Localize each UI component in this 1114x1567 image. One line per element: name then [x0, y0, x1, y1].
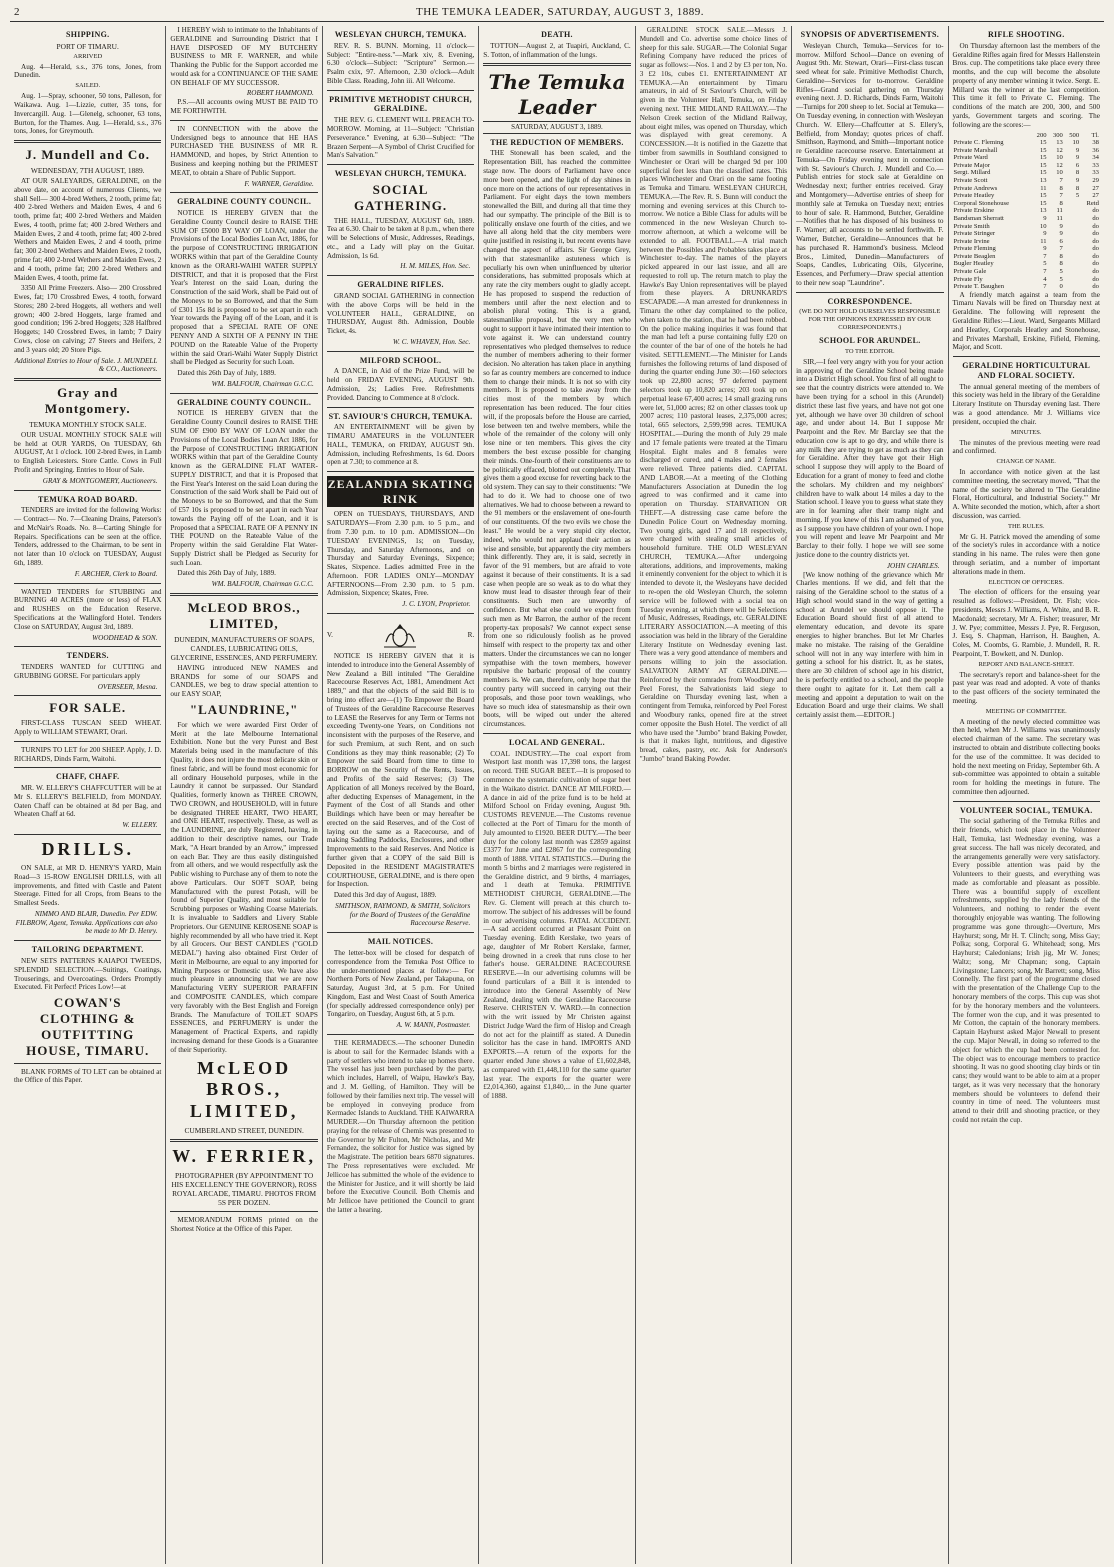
- score-value-cell: 0: [1059, 283, 1063, 291]
- scores-header-cell: [953, 132, 1032, 140]
- score-value-cell: 15: [1039, 169, 1047, 177]
- score-value-cell: Retd: [1086, 199, 1099, 207]
- racecourse-notice-date: Dated this 3rd day of August, 1889.: [333, 891, 437, 900]
- score-value-cell: 38: [1092, 139, 1099, 147]
- wanted-tenders-sign: WOODHEAD & SON.: [92, 633, 158, 642]
- council2-sign: WM. BALFOUR, Chairman G.C.C.: [211, 580, 314, 589]
- table-row: [953, 238, 1100, 246]
- mcleod-sign-sub: CUMBERLAND STREET, DUNEDIN.: [184, 1126, 304, 1136]
- score-value-cell: 27: [1092, 184, 1099, 192]
- score-value-cell: 29: [1092, 177, 1099, 185]
- rifles-text: GRAND SOCIAL GATHERING in connection with the above Corps will be held in the VOLUNTEER HALL, GERALDINE, on THURSDAY, August 8th. Admission, Double Ticket, 4s.: [326, 291, 475, 336]
- score-value-cell: [1064, 268, 1080, 276]
- score-value-cell: 13: [1039, 207, 1047, 215]
- horticultural-heading: GERALDINE HORTICULTURAL AND FLORAL SOCIETY.: [962, 361, 1091, 380]
- mail-sign: A. W. MANN, Postmaster.: [396, 1021, 471, 1030]
- score-value-cell: 15: [1039, 199, 1047, 207]
- table-row: [953, 192, 1100, 200]
- warner-sign: F. WARNER, Geraldine.: [244, 179, 314, 188]
- paper-date: SATURDAY, AUGUST 3, 1889.: [483, 121, 630, 134]
- mundell-sign: Additional Entries to Hour of Sale. J. MUNDELL & CO., Auctioneers.: [14, 356, 158, 374]
- score-name-cell: Private Gale: [953, 267, 987, 275]
- table-row: [953, 230, 1100, 238]
- table-row: [953, 200, 1100, 208]
- score-value-cell: 9: [1059, 222, 1063, 230]
- mcleod-brand: "LAUNDRINE,": [189, 701, 299, 717]
- table-row: [953, 245, 1100, 253]
- score-value-cell: 33: [1092, 169, 1099, 177]
- table-row: [953, 268, 1100, 276]
- primitive-heading: PRIMITIVE METHODIST CHURCH, GERALDINE.: [329, 94, 472, 114]
- column-7: [949, 26, 1104, 1564]
- chaff-text: MR. W. ELLERY'S CHAFFCUTTER will be at Mr S. ELLERY'S BELFIELD, from MONDAY. Oaten Chaff can be obtained at 8d per Bag, and Wheaten Chaff at 6d.: [14, 784, 162, 819]
- scores-header-row: [953, 132, 1100, 140]
- tenders-sign: OVERSEER, Mesna.: [97, 682, 158, 691]
- score-value-cell: [1064, 215, 1080, 223]
- score-value-cell: [1064, 253, 1080, 261]
- local-news-continued: GERALDINE STOCK SALE.—Messrs J. Mundell and Co. advertise some choice lines of sheep for this sale. SUGAR.—The Colonial Sugar Refining Company have reduced the prices of sugar as follows:—Nos. 1 and 2 by £3 per ton, No. 3 £2 10s, cubes £1. ENTERTAINMENT AT TEMUKA.—An entertainment by Timaru amateurs, in aid of St Saviour's Church, will be given in the Volunteer Hall, Temuka, on Friday evening next. THE MIDLAND RAILWAY.—The Nelson Creek section of the Midland Railway, about eight miles, was opened on Thursday, which was displayed with great ceremony. A CONCESSION.—It is notified in the Gazette that timber from sawmills in Southland consigned to Winchester or Orari will be charged 9d per 100 superficial feet less than the classified rates. This places Winchester and Orari on the same footing as Temuka and Timaru. WESLEYAN CHURCH, TEMUKA.—The Rev. R. S. Bunn will conduct the morning and evening services at this Church to-morrow. We notice a Bible Class for adults will be commenced in the new Wesleyan Church to-morrow afternoon, at which a welcome will be extended to all. FOOTBALL.—A trial match between the Possibles and Probables takes place at Winchester to-day. The names of the players picked appeared in our last issue, and all are requested to roll up. The return match to play the Hawke's Bay Union representatives will be played from these players. A DRUNKARD'S ESCAPADE.—A man arrested for drunkenness in Timaru the other day complained to the police, when taken to the station, that he had been robbed. On the police making inquiries it was found that the man had left a purse containing fully £20 on the counter of the bar of one of the hotels he had visited. SETTLEMENT.—The Minister for Lands furnishes the following returns of land disposed of during the quarter ending June 30:—160 selectors took up 22,800 acres; 97 deferred payment selectors took up 10,820 acres; 203 took up on perpetual lease 67,400 acres; 14 small grazing runs were let, 51,000 acres; 82 on other classes took up 2007 acres; 110 pastoral leases, 2,375,000 acres; total, 665 selectors, 2,599,998 acres. TEMUKA HOSPITAL.—During the month of July 29 male and 17 female patients were treated at the Timaru Hospital. Eight males and 8 females were discharged or cured, and 4 males and 2 females were relieved. Three patients died. CAPITAL AND LABOR.—At a meeting of the Clothing Manufacturers Association at Dunedin the log agreed to was confirmed and it came into operation on Thursday. STARVATION OR THEFT.—A distressing case came before the Dunedin Police Court on Wednesday morning. Two young girls, aged 17 and 18 respectively, were charged with stealing small articles of household furniture. THE OLD WESLEYAN CHURCH, TEMUKA.—After undergoing alterations, additions, and improvements, making it eminently convenient for the object to which it is intended to devote it, the Wesleyans have decided to re-open the old Wesleyan Church, the solemn service will be followed with a social tea on Tuesday evening, at which there will be Selections of Music, Addresses, Readings, etc. GERALDINE LITERARY ASSOCIATION.—A meeting of this association was held in the library of the Geraldine Literary Institute on Wednesday evening last. There was a very good attendance of members and persons willing to join the association. SALVATION ARMY AT GERALDINE.—Reinforced by their comrades from Woodbury and Peel Forest, the Salvationists laid siege to Geraldine on Thursday evening last, when a contingent from Temuka, reinforced by Peel Forest and Woodbury ranks, opened fire at the street corner opposite the Bush Hotel. The verdict of all who have used the "Jumbo" brand Baking Powder, is that it makes light, nutritious, and digestive bread, cakes, pastry, etc. Ask for Anderson's "Jumbo" brand Baking Powder.: [639, 26, 788, 763]
- table-row: [953, 177, 1100, 185]
- correspondence-note: (WE DO NOT HOLD OURSELVES RESPONSIBLE FOR THE OPINIONS EXPRESSED BY OUR CORRESPONDENTS.): [799, 308, 941, 332]
- arrived-list: Aug. 4—Herald, s.s., 376 tons, Jones, from Dunedin.: [14, 62, 162, 80]
- column-2: [166, 26, 322, 1564]
- table-row: [953, 169, 1100, 177]
- school-to-editor: TO THE EDITOR.: [844, 347, 895, 355]
- committee-text: A meeting of the newly elected committee was then held, when Mr J. Williams was unanimously elected chairman of the same. The secretary was instructed to obtain and distribute collecting books for the use of the committee. It was decided to hold the next meeting on Friday, September 6th. A sub-committee was appointed to obtain a suitable room for holding the meetings in future. The committee then adjourned.: [952, 717, 1100, 796]
- local-heading: LOCAL AND GENERAL.: [509, 737, 605, 747]
- score-value-cell: 8: [1059, 252, 1063, 260]
- vr-left: V.: [326, 630, 333, 639]
- score-name-cell: Bandsman Sherratt: [953, 214, 1004, 222]
- table-row: [953, 276, 1100, 284]
- arrived-heading: ARRIVED: [73, 52, 103, 60]
- score-value-cell: [1064, 200, 1080, 208]
- scores-header-cell: 200: [1036, 131, 1047, 139]
- rifles-heading: GERALDINE RIFLES.: [357, 280, 444, 290]
- score-name-cell: Private T. Baughen: [953, 283, 1005, 291]
- gray-sign: GRAY & MONTGOMERY, Auctioneers.: [42, 476, 158, 485]
- score-name-cell: Private Beaglen: [953, 252, 996, 260]
- scores-body: [953, 139, 1100, 291]
- royal-coat-of-arms-icon: [378, 620, 422, 650]
- hammond-sign: ROBERT HAMMOND.: [246, 89, 314, 98]
- tailoring-heading: TAILORING DEPARTMENT.: [31, 945, 144, 955]
- score-name-cell: Private Scott: [953, 177, 988, 185]
- sailed-heading: SAILED.: [75, 82, 101, 90]
- score-value-cell: 6: [1075, 161, 1080, 169]
- skating-text: OPEN on TUESDAYS, THURSDAYS, AND SATURDAYS—From 2.30 p.m. to 5 p.m., and from 7.30 p.m. to 10 p.m. ADMISSION—On TUESDAY EVENINGS, 1s; on Tuesday, Thursday, and Saturday Afternoons, and on Thursday and Saturday Evenings, Sixpence; Skates, Sixpence. Ladies admitted Free in the Afternoon. FOR LADIES ONLY—MONDAY AFTERNOONS—From 2.30 p.m. to 5 p.m. Admission, Sixpence; Skates, Free.: [326, 510, 475, 598]
- score-name-cell: Sergt. Millard: [953, 169, 991, 177]
- tailoring-sign: COWAN'S CLOTHING & OUTFITTING HOUSE, TIMARU.: [26, 995, 150, 1058]
- score-value-cell: 8: [1059, 184, 1063, 192]
- score-value-cell: 8: [1059, 199, 1063, 207]
- score-name-cell: Private Fly: [953, 275, 983, 283]
- social-sign: H. M. MILES, Hon. Sec.: [400, 262, 471, 271]
- score-value-cell: do: [1092, 267, 1099, 275]
- for-sale-heading: FOR SALE.: [49, 700, 127, 716]
- committee-heading: MEETING OF COMMITTEE.: [985, 707, 1067, 715]
- milford-heading: MILFORD SCHOOL.: [359, 355, 442, 365]
- rules-text: Mr G. H. Patrick moved the amending of some of the society's rules in accordance with a notice standing in his name. The rules were then gone through seriatim, and a number of important alterations made in them.: [952, 532, 1100, 576]
- news-items: THE KERMADECS.—The schooner Dunedin is about to sail for the Kermadec Islands with a party of settlers who intend to take up homes there. The vessel has just been purchased by the party, which includes, Harrell, of Waipu, Hawke's Bay, and J. M. Gelling, of Hamilton. They will be followed by their families next trip. The vessel will be employed in conveying produce from Kermadec Islands to Auckland. THE KAIWARRA MURDER.—On Thursday afternoon the petition praying for the release of Chemis was presented to the Governor by Mr Fulton, Mr Nicholas, and Mr Fernandez, the solicitor for Justice was signed by the Magistrate. The petition bears 6870 signatures. The Press representatives were excluded. Mr Jellicoe has submitted the whole of the evidence to the Minister for Justice, and it will shortly be laid before the Executive Council. Both Chemis and Mr Jellicoe have petitioned the Council to grant the latter a hearing.: [326, 1039, 475, 1214]
- tailoring-text: NEW SETS PATTERNS KAIAPOI TWEEDS, SPLENDID SELECTION.—Suitings, Coatings, Trouserings, and Overcoatings. Orders Promptly Executed. Fit Perfect! Prices Low!—at: [14, 956, 162, 992]
- local-text: COAL INDUSTRY.—The coal export from Westport last month was 17,398 tons, the largest on record. THE SUGAR BEET.—It is proposed to commence the systematic cultivation of sugar beet in the Waikato district. DANCE AT MILFORD.—A dance in aid of the prize fund is to be held at Milford School on Friday evening, August 9th. CUSTOMS REVENUE.—The Customs revenue collected at the Port of Timaru for the month of July amounted to £1920. BEER DUTY.—The beer duty for the colony last month was £2859 against £3377 for June and £2867 for the corresponding month of 1888. VITAL STATISTICS.—During the month 5 births and 2 marriages were registered in the Geraldine district, and 9 births, 4 marriages, and 1 death at Temuka. PRIMITIVE METHODIST CHURCH, GERALDINE.—The Rev. G. Clement will preach at this church to-morrow. The subject of his addresses will be found in our advertising columns. FATAL ACCIDENT.—A sad accident occurred at Pleasant Point on Tuesday evening. Edith Kerslake, two years of age, daughter of Mr Robert Kerslake, farmer, being drowned in a creek that runs close to her father's house. GERALDINE RACECOURSE RESERVE.—In our advertising columns will be found particulars of a Bill it is intended to introduce into the General Assembly of New Zealand, dealing with the Geraldine Racecourse Reserve. CHRISTEN V. WARD.—In connection with the writ issued by Mr Christen against District Judge Ward the firm of Hislop and Creagh do not act for the plaintiff as stated. A Dunedin solicitor has the case in hand. IMPORTS AND EXPORTS.—A return of the exports for the quarter ended June shows a value of £1,602,848, as compared with £1,448,110 for the same quarter last year. The exports for the quarter were £2,014,360, against £1,840,... in the June quarter of 1888.: [483, 749, 631, 1101]
- score-name-cell: Private Major: [953, 161, 990, 169]
- score-name-cell: Private C. Fleming: [953, 139, 1004, 147]
- minutes-heading: MINUTES.: [1010, 428, 1042, 436]
- score-value-cell: 8: [1075, 169, 1080, 177]
- saviour-text: AN ENTERTAINMENT will be given by TIMARU AMATEURS in the VOLUNTEER HALL, TEMUKA, on FRIDAY, AUGUST 9th. Admission, including Refreshments, 1s 6d. Doors open at 7.30; to commence at 8.: [326, 423, 475, 467]
- rifle-shooting-text: On Thursday afternoon last the members of the Geraldine Rifles again fired for Messrs Hallenstein Bros. cup. The competitions take place every three months, and the cup will become the absolute property of any member winning it twice. Sergt. E. Millard was the winner at the last competition. This time it fell to Private C. Fleming. The conditions of the match are 200, 300, and 500 yards, Government targets and scoring. The following are the scores:—: [952, 41, 1100, 129]
- score-name-cell: Private Erskine: [953, 207, 994, 215]
- score-value-cell: 10: [1056, 154, 1063, 162]
- vr-right: R.: [467, 630, 475, 639]
- running-header: [10, 6, 1104, 22]
- social-text: THE HALL, TUESDAY, AUGUST 6th, 1889. Tea at 6.30. Chair to be taken at 8 p.m., when there will be Selections of Music, Addresses, Readings, etc., and a Lady will play on the Guitar. Admission, 1s 6d.: [326, 216, 475, 260]
- score-value-cell: 13: [1039, 177, 1047, 185]
- death-heading: DEATH.: [541, 30, 573, 39]
- score-value-cell: [1064, 276, 1080, 284]
- score-name-cell: Private Smith: [953, 222, 990, 230]
- wanted-tenders-text: WANTED TENDERS for STUBBING and BURNING 40 ACRES (more or less) of FLAX and RUSHES on the Education Reserve. Specifications at the Wallingford Hotel. Tenders Close on SATURDAY, August 3rd, 1889.: [14, 587, 162, 631]
- council2-date: Dated this 26th Day of July, 1889.: [177, 569, 276, 578]
- port-heading: PORT OF TIMARU.: [56, 41, 119, 51]
- score-value-cell: 15: [1039, 154, 1047, 162]
- rifles-sign: W. C. WHAVEN, Hon. Sec.: [392, 337, 471, 346]
- ferrier-heading: W. FERRIER,: [172, 1146, 317, 1167]
- mundell-text: AT OUR SALEYARDS, GERALDINE, on the above date, on account of numerous Clients, we shall Sell— 300 4-bred Wethers, 2 tooth, prime fat; 400 2-bred Wethers and Maiden Ewes, 4 and 6 tooth, prime fat; 400 2-bred Wethers and Maiden Ewes, 4 tooth, prime fat; 400 2-bred Wethers and Maiden Ewes, 2 and 4 tooth, prime fat; 400 2-bred Wethers and Maiden Ewes, 2 and 4 tooth, prime fat; 300 2-bred Wethers and Maiden Ewes, 2 tooth, prime fat; 400 2-bred Wethers and Maiden Ewes, 2 and 4 tooth, prime fat; 200 2-bred Wethers and Maiden Ewes, 4 tooth, prime fat.: [14, 176, 162, 282]
- racecourse-notice-text: NOTICE IS HEREBY GIVEN that it is intended to introduce into the General Assembly of New Zealand a Bill intituled "The Geraldine Racecourse Reserves Act, 1881, Amendment Act 1889," and that the objects of the said Bill is to bring into effect are—(1) To Empower the Board of Trustees of the Geraldine Racecourse Reserves to LEASE the Reserves for any Term or Terms not exceeding Twenty-one Years, on Conditions not inconsistent with the purposes of the Reserve, and for such Premium, at such Rent, and on such Conditions as they may think reasonable; (2) To Empower the said Board from time to time to BORROW on the Security of the Rents, Issues, and Profits of the said Reserves; (3) The Application of all Moneys received by the Board, after deducting Expenses of Management, in the Payment of the Cost of all Stands and other Buildings which have been or may hereafter be erected on the said Reserves, and of the Cost of laying out the same as a Racecourse, and of making Saddling Paddocks, Enclosures, and other Improvements to the said Reserves. And Notice is further given that a COPY of the said Bill is Deposited in the RESIDENT MAGISTRATE'S COURTHOUSE, GERALDINE, and is there open for Inspection.: [326, 652, 475, 889]
- gray-heading: Gray and Montgomery.: [44, 385, 131, 417]
- score-value-cell: [1064, 230, 1080, 238]
- score-value-cell: 8: [1075, 184, 1080, 192]
- ferrier-subheading: PHOTOGRAPHER (BY APPOINTMENT TO HIS EXCELLENCY THE GOVERNOR), ROSS ROYAL ARCADE, TIMARU. PHOTOS FROM 5S PER DOZEN.: [171, 1171, 317, 1208]
- score-value-cell: do: [1092, 214, 1099, 222]
- score-value-cell: do: [1092, 222, 1099, 230]
- score-value-cell: 11: [1056, 214, 1063, 222]
- score-value-cell: 7: [1043, 252, 1047, 260]
- score-value-cell: 7: [1059, 177, 1063, 185]
- tenders-heading: TENDERS.: [66, 651, 109, 661]
- score-value-cell: 7: [1059, 245, 1063, 253]
- score-value-cell: 5: [1059, 267, 1063, 275]
- mail-heading: MAIL NOTICES.: [367, 937, 434, 947]
- change-name-heading: CHANGE OF NAME.: [996, 458, 1056, 466]
- score-value-cell: [1064, 223, 1080, 231]
- table-row: [953, 283, 1100, 291]
- blank-forms-text: BLANK FORMS of TO LET can be obtained at the Office of this Paper.: [14, 1067, 162, 1085]
- score-value-cell: 4: [1043, 275, 1047, 283]
- chaff-sign: W. ELLERY.: [122, 821, 158, 830]
- shipping-heading: SHIPPING.: [66, 30, 110, 39]
- score-value-cell: 9: [1075, 146, 1080, 154]
- scores-header-cell: Tl.: [1091, 131, 1099, 139]
- royal-arms-row: [327, 618, 474, 652]
- column-4: [479, 26, 635, 1564]
- tenders-text: TENDERS WANTED for CUTTING and GRUBBING GORSE. For particulars apply: [14, 663, 162, 680]
- council-date: Dated this 26th Day of July, 1889.: [177, 369, 276, 378]
- rifle-scores-table: [953, 132, 1100, 291]
- score-name-cell: Private Stringer: [953, 230, 996, 238]
- reduction-heading: THE REDUCTION OF MEMBERS.: [490, 137, 624, 147]
- mcleod-text-2: For which we were awarded First Order of Merit at the late Melbourne International Exhibition. None but the very Purest and Best Materials being used in the manufacture of this Quality, it does not injure the most delicate skin or finest fabric, and will be found most economic for all ordinary Household purposes, while in the Laundry it cannot be surpassed. Our Standard Qualities, formerly known as THREE CROWN, TWO CROWN, and HOUSEHOLD, will in future be designated THREE HEART, TWO HEART, and ONE HEART, respectively. These, as well as the LAUNDRINE, are duly Registered, having, in addition to their descriptive names, our Trade Mark, "A Heart branded by an Arrow," impressed on each Bar. They are thus easily distinguished from all others, and we would respectfully ask the Public wishing to Purchase any of them to note the above Particulars. Our SOFT SOAP, being Manufactured with the purest Potash, will be found of Superior Quality, and most suitable for Scrubbing purposes or Washing Coarse Materials. It is invaluable to Saddlers and Livery Stable Proprietors. Our GENUINE KEROSENE SOAP is highly recommended by all who have tried it. Kept by all Grocers. Our BEST CANDLES ("GOLD MEDAL") having also obtained First Order of Merit in Melbourne, are equal to any imported for Mining Purposes or Domestic use. We have also much pleasure in announcing that we are now Manufacturing VERY SUPERIOR PARAFFIN and COMPOSITE CANDLES, which compare very favorably with the Best English and Foreign Brands. The Manufacture of TOILET SOAPS ESSENCES, and PERFUMERY is under the Management of Practical Experts, and rapidly increasing demand for these Goods is a Guarantee of their Superiority.: [170, 720, 318, 1054]
- score-value-cell: do: [1092, 283, 1099, 291]
- sailed-list: Aug. 1—Spray, schooner, 50 tons, Palleson, for Waikawa. Aug. 1—Lizzie, cutter, 35 tons, for Invercargill. Aug. 1—Glenelg, schooner, 63 tons, Burton, for the Thames. Aug. 1—Herald, s.s., 376 tons, Jones, for Greymouth.: [14, 92, 162, 136]
- chaff-heading: CHAFF, CHAFF.: [55, 772, 120, 782]
- table-row: [953, 154, 1100, 162]
- report-heading: REPORT AND BALANCE-SHEET.: [978, 660, 1075, 668]
- synopsis-heading: SYNOPSIS OF ADVERTISEMENTS.: [800, 30, 940, 39]
- score-value-cell: 12: [1056, 146, 1063, 154]
- score-value-cell: 9: [1059, 230, 1063, 238]
- warner-text: IN CONNECTION with the above the Undersigned begs to announce that HE HAS PURCHASED THE BUSINESS of MR R. HAMMOND, and hopes, by Strict Attention to Business and keeping nothing but the PRIMEST MEAT, to obtain a Share of Public Support.: [170, 124, 318, 177]
- school-heading: SCHOOL FOR ARUNDEL.: [819, 336, 921, 346]
- score-value-cell: 11: [1040, 237, 1047, 245]
- running-title: THE TEMUKA LEADER, SATURDAY, AUGUST 3, 1889.: [415, 6, 705, 18]
- table-row: [953, 260, 1100, 268]
- mcleod-text: HAVING introduced NEW NAMES and BRANDS for some of our SOAPS and CANDLES, we beg to draw special attention to our EASY SOAP,: [170, 663, 318, 699]
- social-big: SOCIAL GATHERING.: [353, 181, 448, 213]
- score-name-cell: Private Andrews: [953, 184, 998, 192]
- score-value-cell: 5: [1043, 260, 1047, 268]
- synopsis-text: Wesleyan Church, Temuka—Services for to-morrow. Milford School—Dance on evening of August 9th. Mr. Stewart, Orari—First-class tuscan seed wheat for sale. Primitive Methodist Church, Geraldine—Services for to-morrow. Geraldine Rifles—Grand social gathering on Thursday evening next. J. D. Richards, Dinds Farm, Waitohi—Turnips for 200 sheep to let. Social at Temuka—On Tuesday evening, in connection with Wesleyan Church. W. Ellery—Chaffcutter at S. Ellery's, Belfield, from Monday; quotes prices of chaff. Smithson, Raymond, and Smith—Important notice re Geraldine racecourse reserve. Entertainment at Temuka—On Friday evening next in connection with St. Saviour's Church. J. Mundell and Co.—Publish entries for stock sale at Geraldine on Wednesday next; further entries received. Gray and Montgomery—Advertise entries of sheep for monthly sale at Temuka on Tuesday next; entries to hour of sale. R. Hammond, Butcher, Geraldine—Notifies that he has disposed of his business to F. Warner; all accounts to be settled forthwith. F. Warner, Butcher, Geraldine—Announces that he has purchased R. Hammond's business. Mcleod Bros., Limited, Dunedin—Manufacturers of Soaps, Candles, Lubricating Oils, Glycerine, Essences, and Perfumery—Draw special attention to their new soap "Laundrine".: [796, 41, 944, 287]
- primitive-text: THE REV. G. CLEMENT WILL PREACH TO-MORROW. Morning, at 11—Subject: "Christian Perseverance." Evening, at 6.30—Subject: "The Brazen Serpent—A Symbol of Christ Crucified for Man's Salvation.": [326, 116, 475, 160]
- score-value-cell: 9: [1043, 245, 1047, 253]
- score-value-cell: 33: [1092, 161, 1099, 169]
- score-value-cell: [1064, 238, 1080, 246]
- score-value-cell: do: [1092, 252, 1099, 260]
- council-heading: GERALDINE COUNTY COUNCIL.: [177, 197, 312, 207]
- table-row: [953, 253, 1100, 261]
- score-value-cell: do: [1092, 275, 1099, 283]
- memorandum-text: MEMORANDUM FORMS printed on the Shortest Notice at the Office of this Paper.: [170, 1216, 318, 1234]
- score-value-cell: 7: [1043, 283, 1047, 291]
- milford-text: A DANCE, in Aid of the Prize Fund, will be held on FRIDAY EVENING, AUGUST 9th. Admission, 2s; Ladies Free. Refreshments Provided. Dancing to Commence at 8 o'clock.: [326, 367, 475, 402]
- council-text: NOTICE IS HEREBY GIVEN that the Geraldine County Council desire to RAISE THE SUM OF £5000 BY WAY OF LOAN, under the Provisions of the Local Bodies Loan Act, 1886, for the purpose of CONSTRUCTING IRRIGATION WORKS within that part of the Geraldine County known as the ORARI-WAIHI WATER SUPPLY DISTRICT, and that it is proposed that the First Year's Interest on the said Loan, during the Construction of the said Work, shall be Paid out of the Moneys to be so Borrowed, and that the Sum of £301 15s 8d is proposed to be set apart in each Year towards the Paying off of the Loan, and it is proposed that a SPECIAL RATE OF ONE PENNY AND A SIXTH OF A PENNY IN THE POUND on the Rateable Value of the Property within the said Orari-Waihi Water Supply District shall be Pledged as Security for such Loan.: [170, 209, 318, 367]
- score-name-cell: Private Marshall: [953, 146, 998, 154]
- council-sign: WM. BALFOUR, Chairman G.C.C.: [211, 379, 314, 388]
- table-row: [953, 162, 1100, 170]
- drills-text: ON SALE, at MR D. HENRY'S YARD, Main Road—3 15-ROW ENGLISH DRILLS, with all improvements, and fitted with Castle and Patent Steerage. Fitted for all Crops, from Beans to the Smallest Seeds.: [14, 863, 162, 908]
- road-board-text: TENDERS are invited for the following Works:— Contract— No. 7—Cleaning Drains, Paterson's and McNair's Roads. No. 8—Carting Shingle for Repairs. Specifications can be seen at the office. Tenders, addressed to the Chairman, to be sent in not later than 10 o'clock on TUESDAY, August 6th, 1889.: [14, 506, 162, 568]
- score-value-cell: 10: [1039, 222, 1047, 230]
- score-value-cell: 11: [1040, 184, 1047, 192]
- score-value-cell: 10: [1056, 169, 1063, 177]
- paper-title: The Temuka Leader: [488, 70, 626, 119]
- score-name-cell: Bugler Heatley: [953, 260, 994, 268]
- drills-sign: NIMMO AND BLAIR, Dunedin. Per EDW. FILBROW, Agent, Temuka. Applications can also be made to Mr D. Henry.: [15, 909, 158, 936]
- school-letter-sign: JOHN CHARLES.: [886, 561, 940, 570]
- horticultural-text: The annual general meeting of the members of this society was held in the library of the Geraldine Literary Institute on Thursday evening last. There was a good attendance. Mr J. Williams vice president, occupied the chair.: [952, 382, 1100, 426]
- score-name-cell: Private Heatley: [953, 192, 995, 200]
- correspondence-heading: CORRESPONDENCE.: [827, 296, 913, 306]
- council2-text: NOTICE IS HEREBY GIVEN that the Geraldine County Council desires to RAISE THE SUM OF £900 BY WAY OF LOAN under the Provisions of the Local Bodies Loan Act 1886, for the Purpose of CONSTRUCTING IRRIGATION WORKS within that part of the Geraldine County known as the GERALDINE FLAT WATER-SUPPLY DISTRICT, and that it is Proposed that the First Year's Interest on the said Loan during the Construction of the said Work shall be Paid out of the Moneys to be so Borrowed, and that the Sum of £57 10s is proposed to be set apart in each Year towards the Paying off of the Loan, and it is Proposed that a SPECIAL RATE OF A PENNY IN THE POUND on the Rateable Value of the Property within the said Geraldine Flat Water-Supply District shall be Pledged as Security for such Loan.: [170, 409, 318, 567]
- for-sale-text: FIRST-CLASS TUSCAN SEED WHEAT. Apply to WILLIAM STEWART, Orari.: [14, 719, 162, 737]
- score-value-cell: 9: [1043, 230, 1047, 238]
- score-value-cell: 12: [1056, 161, 1063, 169]
- score-value-cell: 11: [1056, 207, 1063, 215]
- editor-note: [We know nothing of the grievance which Mr Charles mentions. If we did, and felt that the raising of the Geraldine school to the status of a High school would stand in the way of getting a school at Arundel we should oppose it. The Education Board should first of all attend to elementary education, and devote its spare energies to higher branches. But let Mr Charles make no mistake. The raising of the Geraldine school will not in any way interfere with him in getting a school for his district. It, as he states, there are 30 children of school age in his district, he is perfectly entitled to a school, and the people there ought to agitate for it. Let them call a meeting and appoint a deputation to wait on the Education Board and urge their claims. We shall certainly assist them.—EDITOR.]: [796, 570, 944, 720]
- column-6: [792, 26, 948, 1564]
- wesleyan-text: REV. R. S. BUNN. Morning, 11 o'clock—Subject: "Entire-ness."—Mark xiv, 8. Evening, 6.30 o'clock—Subject: "Scripture" Sermon.—Psalm cxix, 97. Afternoon, 2.30 o'clock—Adult Bible Class. Reading, John iii. All Welcome.: [326, 41, 475, 85]
- hammond-ps: P.S.—All accounts owing MUST BE PAID TO ME FORTHWITH.: [170, 98, 318, 116]
- score-value-cell: 15: [1039, 192, 1047, 200]
- rules-heading: THE RULES.: [1008, 522, 1045, 530]
- score-value-cell: 36: [1092, 146, 1099, 154]
- road-board-heading: TEMUKA ROAD BOARD.: [38, 494, 138, 504]
- school-letter: SIR,—I feel very angry with you for your action in approving of the Geraldine School being made into a District High school. You first of all ought to see that the country districts were attended to. We have been trying for a school in this (Arundel) district these last five years, and have not got one yet, although we have over 30 children of school age, and under about 14. But I suppose Mr Pearpoint and the Rev. Mr Barclay see that the education cow is apt to go dry, and while there is any milk they are trying to get as much as they can for Geraldine. After they have got their High school I suppose they will apply to the Board of Education for a grant of money to feed and clothe the scholars. My children and my neighbors' children have to walk about 14 miles a day to the Station school. I leave you to guess what state they are in for learning after their tramp night and morning. If you knew of this I am ashamed of you, as I suppose you have children of your own. I hope you will repent and leave Mr Pearpoint and Mr Barclay to their folly. I hope we will see some justice done to the country districts yet.: [796, 357, 944, 559]
- hammond-text: I HEREBY wish to intimate to the Inhabitants of GERALDINE and Surrounding District that I HAVE DISPOSED OF MY BUTCHERY BUSINESS to MR F. WARNER, and while Thanking the Public for the Support accorded me would ask for a CONTINUANCE OF THE SAME ON BEHALF OF MY SUCCESSOR.: [170, 26, 318, 87]
- skating-heading: ZEALANDIA SKATING RINK: [327, 477, 474, 506]
- score-value-cell: 27: [1092, 192, 1099, 200]
- table-row: [953, 185, 1100, 193]
- mundell-also: 3350 All Prime Freezers. Also— 200 Crossbred Ewes, fat; 170 Crossbred Ewes, 4 tooth, forward Stores; 280 2-bred Hoggets, all wethers and well grown; 400 2-bred Hoggets, large framed and good condition; 196 2-bred Hoggets; 328 Halfbred Hoggets; 140 Crossbred Ewes, in lamb; 7 Dairy Cows, close on calving; 27 Steers and Heifers, 2 and 3 years old; 20 Store Pigs.: [14, 284, 162, 354]
- table-row: [953, 139, 1100, 147]
- column-3: [323, 26, 479, 1564]
- rifle-shooting-text-2: A friendly match against a team from the Timaru Navals will be fired on Thursday next at Geraldine. The following will represent the Geraldine Rifles:—Lieut. Ward, Sergeants Millard and Heatley, Corporals Heatley and Stonehouse, and Privates Marshall, Erskine, Fifield, Fleming, Major, and Scott.: [952, 290, 1100, 352]
- score-value-cell: 5: [1059, 275, 1063, 283]
- rifle-shooting-heading: RIFLE SHOOTING.: [987, 30, 1065, 39]
- gray-subheading: TEMUKA MONTHLY STOCK SALE.: [29, 419, 147, 429]
- election-text: The election of officers for the ensuing year resulted as follows:—President, Dr. Fish; vice-presidents, Messrs J. Williams, A. White, and B. R. Macdonald; secretary, Mr A. Fisher; treasurer, Mr J. W. Pye; committee, Messrs J. Pye, R. Ferguson, J. Esq, S. Chapman, Harrison, H. Baughen, A. Coles, M. Coombs, G. Rambie, J. Mundell, R. R. Pearpoint, T. Bowkett, and N. Dunlop.: [952, 588, 1100, 658]
- volunteer-social-text: The social gathering of the Temuka Rifles and their friends, which took place in the Volunteer Hall, Temuka, last Wednesday evening, was a great success. The hall was nicely decorated, and the arrangements generally were very satisfactory. Every possible attention was paid by the Volunteers to their guests, and everything was made as comfortable and pleasant as possible. There was a bountiful supply of excellent refreshments, supplied by the lady friends of the Volunteers, and nothing to render the event thoroughly enjoyable was wanting. The following programme was gone through:—Overture, Mrs Hayhurst; song, Mr H. T. Clinch; song, Miss Gay; Polka; song, Corporal G. Whitehead; song, Mrs Hayhurst; Caledonians; Irish jig, Mr W. Jones; Waltz; song, Mr Chapman; song, Captain Livingstone; Lancers; song, Mr Barrett; song, Miss Connelly. The first part of the programme closed with the presentation of the Challenge Cup to the honorary members of the corps. This cup was shot for by the honorary members and the volunteers. The former won the cup, and it was presented to Mr Cotton, the captain of the honorary members. Captain Hayhurst asked Major Newall to present the cup. Major Newall, in doing so referred to the object for which the cup had been contested for. The object was to encourage members to practice shooting. It was no good shooting clay birds or tin cans; they would want to be able to aim at a proper target, as it was very necessary that the honorary members should be volunteers to defend their country in time of need. The volunteers must attend to their drill and shooting practice, or they could not retain the cup.: [952, 817, 1100, 1124]
- score-value-cell: do: [1092, 260, 1099, 268]
- mcleod-subheading: DUNEDIN, MANUFACTURERS OF SOAPS, CANDLES, LUBRICATING OILS, GLYCERINE, ESSENCES, AND PERFUMERY.: [170, 634, 318, 662]
- report-text: The secretary's report and balance-sheet for the past year was read and adopted. A vote of thanks to the past officers of the society terminated the meeting.: [952, 670, 1100, 705]
- death-text: TOTTON—August 2, at Tuapiri, Auckland, C. S. Totton, of inflammation of the lungs.: [483, 41, 631, 59]
- gray-text: OUR USUAL MONTHLY STOCK SALE will be held at OUR YARDS, On TUESDAY, 6th AUGUST, At 1 o'clock. 100 2-bred Ewes, in Lamb to English Leicesters. Store Cattle. Cows in Full Profit and Springing. Entries to Hour of Sale.: [14, 430, 162, 475]
- score-value-cell: 7: [1059, 192, 1063, 200]
- score-name-cell: Private Ward: [953, 154, 988, 162]
- scores-header-cell: 500: [1069, 131, 1080, 139]
- score-value-cell: 13: [1056, 139, 1063, 147]
- score-name-cell: Private Irvine: [953, 237, 990, 245]
- wesleyan-heading: WESLEYAN CHURCH, TEMUKA.: [334, 30, 467, 39]
- score-value-cell: 9: [1075, 177, 1080, 185]
- saviour-heading: ST. SAVIOUR'S CHURCH, TEMUKA.: [328, 411, 473, 421]
- score-value-cell: 5: [1075, 192, 1080, 200]
- table-row: [953, 223, 1100, 231]
- table-row: [953, 147, 1100, 155]
- score-value-cell: do: [1092, 230, 1099, 238]
- score-value-cell: 15: [1039, 161, 1047, 169]
- racecourse-notice-sign: SMITHSON, RAYMOND, & SMITH, Solicitors for the Board of Trustees of the Geraldine Racecourse Reserve.: [335, 901, 471, 928]
- election-heading: ELECTION OF OFFICERS.: [988, 578, 1064, 586]
- reduction-text: THE Stonewall has been scaled, and the Representation Bill, has reached the committee stage now. The doors of Parliament have once more been opened, and the light of day shines in once more on the actions of our representatives in Parliament. For eight days the town members stonewalled the Bill, and during all that time they had our sympathy. The principle of the Bill is to politically enslave one fourth of the cities, and we have all along held that the city members were quite justified in resisting it, but recent events have changed the aspect of affairs. Sir George Grey, with that statesmanlike astuteness which is peculiarly his own when uninfluenced by ulterior considerations, has submitted proposals which at any rate the city members ought to gladly accept. He has proposed to suspend the reduction of members until after the next election and to abolish plural voting. This is a grand, statesmanlike proposal, but the very men who ought to support it have intimated their intention to vote against it. We can understand country representatives who pledged themselves to reduce the number of members adhering to their former decision. No alteration has taken place in anything so far as country members are concerned to induce them to change their minds. It is not so with city members. It is proposed to take away from the cities most of the members by which representation has been reduced. The four cities will, if the proposals before the House are carried, lose between ten and twelve members, while the whole of the remainder of the colony will only lose nine or ten members. This gives the city members the best excuse possible for changing their minds. One-fourth of their constituents are to be politically effaced, blotted out completely. That gives them a good excuse for reverting back to the old system. They can say to their constituents: "We had to do it. We had to choose one of two alternatives. We had to choose between a reward to the 91 members or the enslavement of one-fourth of our constituents. Of the two evils we chose the least." He would be a very stupid city elector, indeed, who would not applaud their action as wise and sensible, but apparently the city members think differently. They are, it is said, secretly in favor of the 91 members, but are afraid to vote against it because of their constituents. It is a sad case when people are so weak as to do what they know must lead to disaster through fear of their constituents. Such men are unworthy of confidence. But what else could we expect from such men as Mr Barron, the author of the recent property-tax proposals? We cannot expect sense from one so ridiculously foolish as he proved himself with respect to the property tax and other matters. Under the circumstances we can no longer sympathise with the town members, however repulsive the barbaric proposal of the country members is. We can, therefore, only hope that the country party will succeed in carrying out their proposals, and those poor town weaklings, who have so much idea of statesmanship as their own boots, will be wiped out under the altered circumstances.: [483, 149, 631, 729]
- council2-heading: GERALDINE COUNTY COUNCIL.: [177, 397, 312, 407]
- score-value-cell: 15: [1039, 139, 1047, 147]
- score-value-cell: [1064, 245, 1080, 253]
- score-value-cell: [1064, 207, 1080, 215]
- volunteer-social-heading: VOLUNTEER SOCIAL, TEMUKA.: [959, 805, 1093, 815]
- score-value-cell: 9: [1043, 214, 1047, 222]
- drills-heading: DRILLS.: [41, 839, 134, 860]
- minutes-text: The minutes of the previous meeting were read and confirmed.: [952, 438, 1100, 456]
- score-value-cell: 8: [1059, 260, 1063, 268]
- change-name-text: In accordance with notice given at the last committee meeting, the secretary moved, "That the name of the society be altered to 'The Geraldine Floral, Horticultural, and Industrial Society.'" Mr A. White seconded the motion, which, after a short discussion, was carried.: [952, 467, 1100, 520]
- mail-text: The letter-box will be closed for despatch of correspondence from the Temuka Post Office to the under-mentioned places at follow:— For Northern Ports of New Zealand, per Takapuna, on Saturday, August 3rd, at 5 p.m. For United Kingdom, East and West Coast of South America (for specially addressed correspondence only) per Tongariro, on Tuesday, August 6th, at 5 p.m.: [326, 949, 475, 1019]
- mcleod-heading: McLEOD BROS., LIMITED,: [187, 600, 301, 631]
- turnips-text: TURNIPS TO LET for 200 SHEEP. Apply, J. D. RICHARDS, Dinds Farm, Waitohi.: [14, 745, 162, 763]
- score-value-cell: 9: [1075, 154, 1080, 162]
- score-value-cell: 34: [1092, 154, 1099, 162]
- skating-sign: J. C. LYON, Proprietor.: [402, 600, 471, 609]
- score-value-cell: [1064, 260, 1080, 268]
- score-value-cell: do: [1092, 237, 1099, 245]
- score-value-cell: 15: [1039, 146, 1047, 154]
- score-value-cell: [1064, 283, 1080, 291]
- mundell-date: WEDNESDAY, 7TH AUGUST, 1889.: [30, 165, 145, 175]
- column-5: [636, 26, 792, 1564]
- score-value-cell: 7: [1043, 267, 1047, 275]
- social-heading: WESLEYAN CHURCH, TEMUKA.: [334, 169, 467, 179]
- score-value-cell: 10: [1072, 139, 1080, 147]
- mundell-heading: J. Mundell and Co.: [25, 147, 150, 163]
- score-name-cell: Private Fleming: [953, 245, 996, 253]
- mcleod-sign-big: McLEOD BROS., LIMITED,: [189, 1057, 299, 1122]
- table-row: [953, 207, 1100, 215]
- score-value-cell: do: [1092, 207, 1099, 215]
- score-value-cell: 6: [1059, 237, 1063, 245]
- page-number: 2: [14, 6, 20, 18]
- road-board-sign: F. ARCHER, Clerk to Board.: [74, 569, 158, 578]
- table-row: [953, 215, 1100, 223]
- score-name-cell: Corporal Stonehouse: [953, 199, 1010, 207]
- scores-header-cell: 300: [1052, 131, 1063, 139]
- column-1: [10, 26, 166, 1564]
- score-value-cell: do: [1092, 245, 1099, 253]
